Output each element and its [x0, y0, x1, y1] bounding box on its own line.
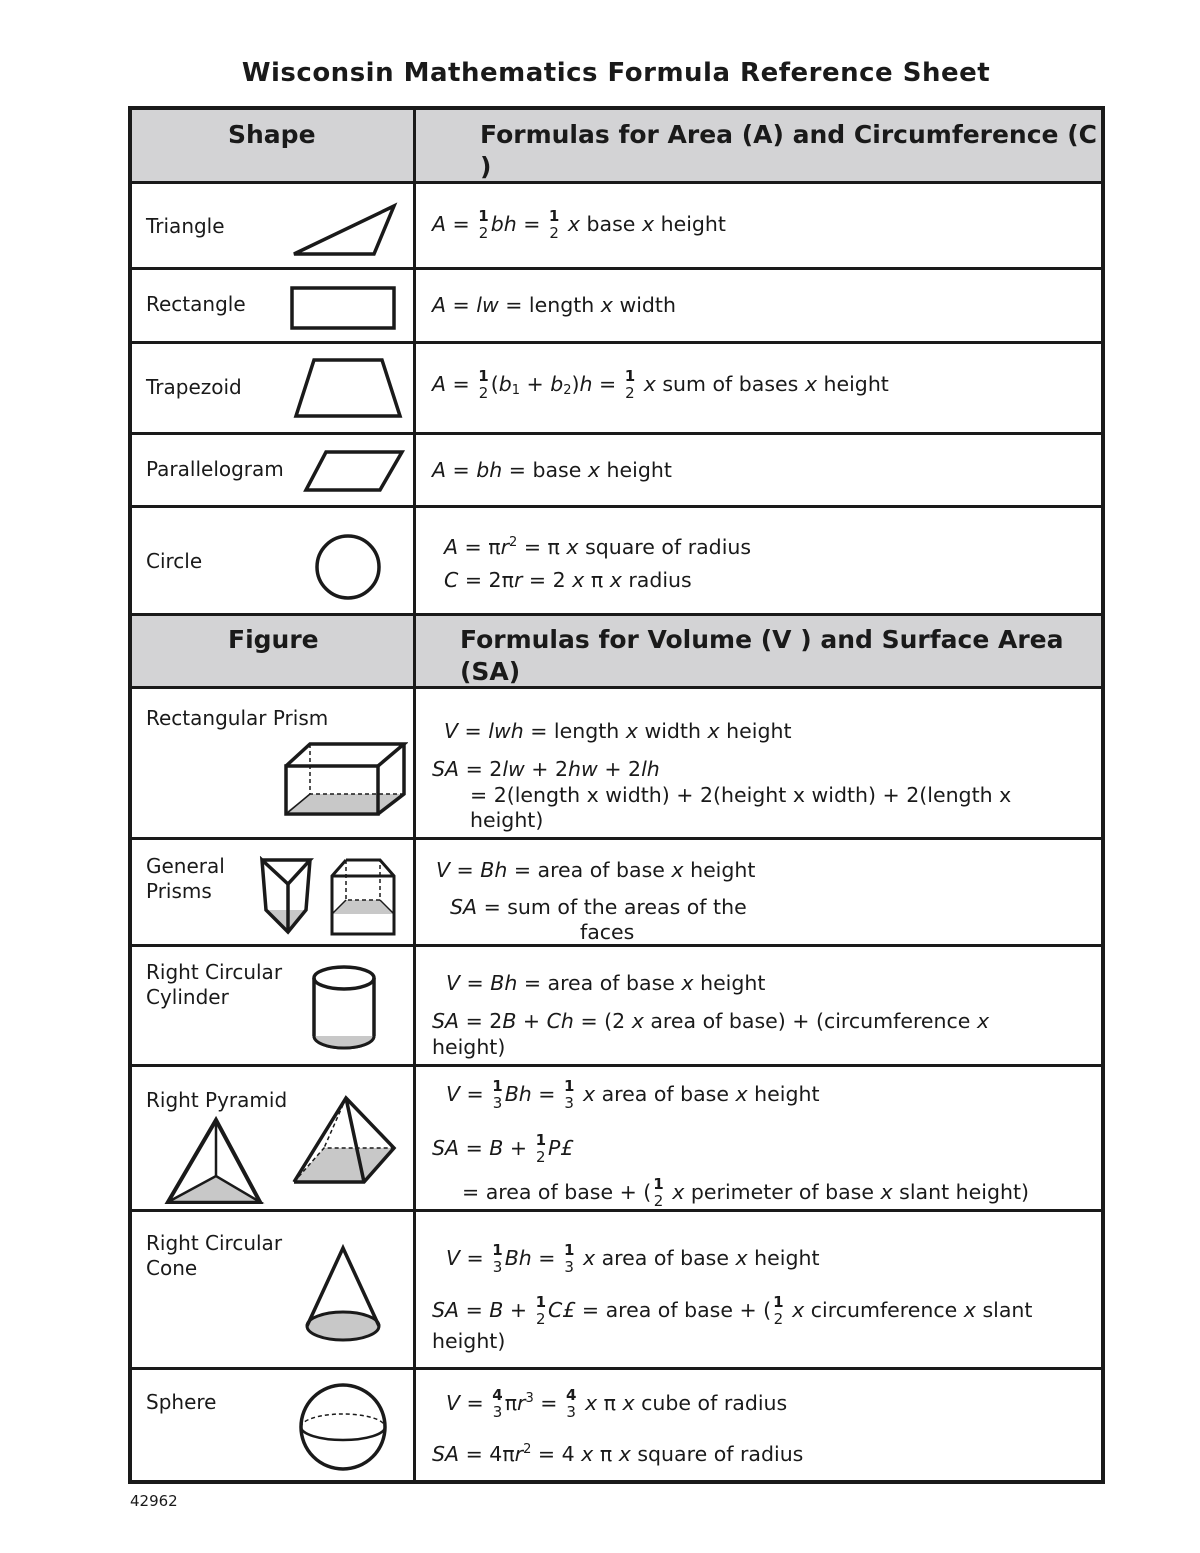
rectangular-prism-volume-formula: V = lwh = length x width x height — [444, 719, 792, 743]
figure-label-pyramid: Right Pyramid — [146, 1088, 288, 1112]
rectangular-prism-sa-expanded-cont: height) — [470, 808, 544, 832]
triangle-icon — [290, 202, 398, 258]
rectangular-prism-sa-expanded: = 2(length x width) + 2(height x width) + 2(length x — [470, 783, 1012, 807]
rectangle-icon — [290, 286, 398, 332]
document-code: 42962 — [130, 1492, 178, 1510]
cone-sa-formula: SA = B + 1 2 C£ = area of base + ( 1 2 x circumference x slant — [432, 1293, 1033, 1328]
general-prisms-icon — [258, 856, 404, 938]
cone-icon — [302, 1244, 384, 1348]
shape-label-parallelogram: Parallelogram — [146, 457, 284, 481]
page-title: Wisconsin Mathematics Formula Reference Sheet — [241, 58, 991, 88]
figure-label-cylinder: Right Circular Cylinder — [146, 960, 283, 1009]
area-formulas-header: Formulas for Area (A) and Circumference (C ) — [480, 120, 1097, 181]
figure-label-general-prisms: General Prisms — [146, 854, 225, 903]
cylinder-sa-formula-cont: height) — [432, 1035, 506, 1059]
circle-icon — [312, 531, 384, 603]
shape-label-trapezoid: Trapezoid — [146, 375, 242, 399]
volume-formulas-header: Formulas for Volume (V ) and Surface Area (SA) — [460, 625, 1064, 686]
cone-sa-formula-cont: height) — [432, 1329, 506, 1353]
shape-label-circle: Circle — [146, 549, 203, 573]
figure-label-cone: Right Circular Cone — [146, 1231, 283, 1280]
trapezoid-formula: A = 1 2 $(b_1 + b_2)h$ = 1 2 x sum of bases x height — [432, 367, 889, 402]
trapezoid-icon — [292, 356, 404, 420]
cylinder-icon — [308, 964, 380, 1056]
pyramid-volume-formula: V = 1 3 Bh = 1 3 x area of base x height — [446, 1077, 820, 1112]
pyramid-sa-expanded: = area of base + ( 1 2 x perimeter of base x slant height) — [462, 1175, 1029, 1210]
triangle-formula: A = 1 2 bh = 1 2 x base x height — [432, 207, 726, 242]
figure-column-header: Figure — [228, 625, 319, 654]
rectangular-prism-icon — [280, 738, 408, 820]
rectangle-formula: A = lw = length x width — [432, 293, 676, 317]
circle-circumference-formula: C = 2πr = 2 x π x radius — [444, 568, 692, 592]
parallelogram-formula: A = bh = base x height — [432, 458, 672, 482]
general-prisms-volume-formula: V = Bh = area of base x height — [436, 858, 756, 882]
figure-label-rectangular-prism: Rectangular Prism — [146, 706, 329, 730]
shape-label-rectangle: Rectangle — [146, 292, 246, 316]
cylinder-volume-formula: V = Bh = area of base x height — [446, 971, 766, 995]
sphere-sa-formula: SA = $4\pi r^2 = 4$ x π x square of radius — [432, 1442, 804, 1466]
shape-column-header: Shape — [228, 120, 316, 149]
pyramid-icon — [164, 1094, 404, 1206]
rectangular-prism-sa-formula: SA = 2lw + 2hw + 2lh — [432, 757, 660, 781]
cone-volume-formula: V = 1 3 Bh = 1 3 x area of base x height — [446, 1241, 820, 1276]
parallelogram-icon — [302, 448, 406, 494]
circle-area-formula: $A = \pi r^2 = \pi$ x square of radius — [444, 535, 752, 559]
general-prisms-sa-formula-cont: faces — [580, 920, 635, 944]
shape-label-triangle: Triangle — [146, 214, 225, 238]
figure-label-sphere: Sphere — [146, 1390, 217, 1414]
pyramid-sa-formula: SA = B + 1 2 P£ — [432, 1131, 574, 1166]
sphere-icon — [296, 1380, 390, 1474]
sphere-volume-formula: V = 4 3 $\pi r^3$ = 4 3 x π x cube of radius — [446, 1386, 788, 1421]
cylinder-sa-formula: SA = 2B + Ch = (2 x area of base) + (circumference x — [432, 1009, 990, 1033]
formula-table — [128, 106, 1105, 1484]
general-prisms-sa-formula: SA = sum of the areas of the — [450, 895, 747, 919]
column-divider — [413, 110, 416, 1480]
